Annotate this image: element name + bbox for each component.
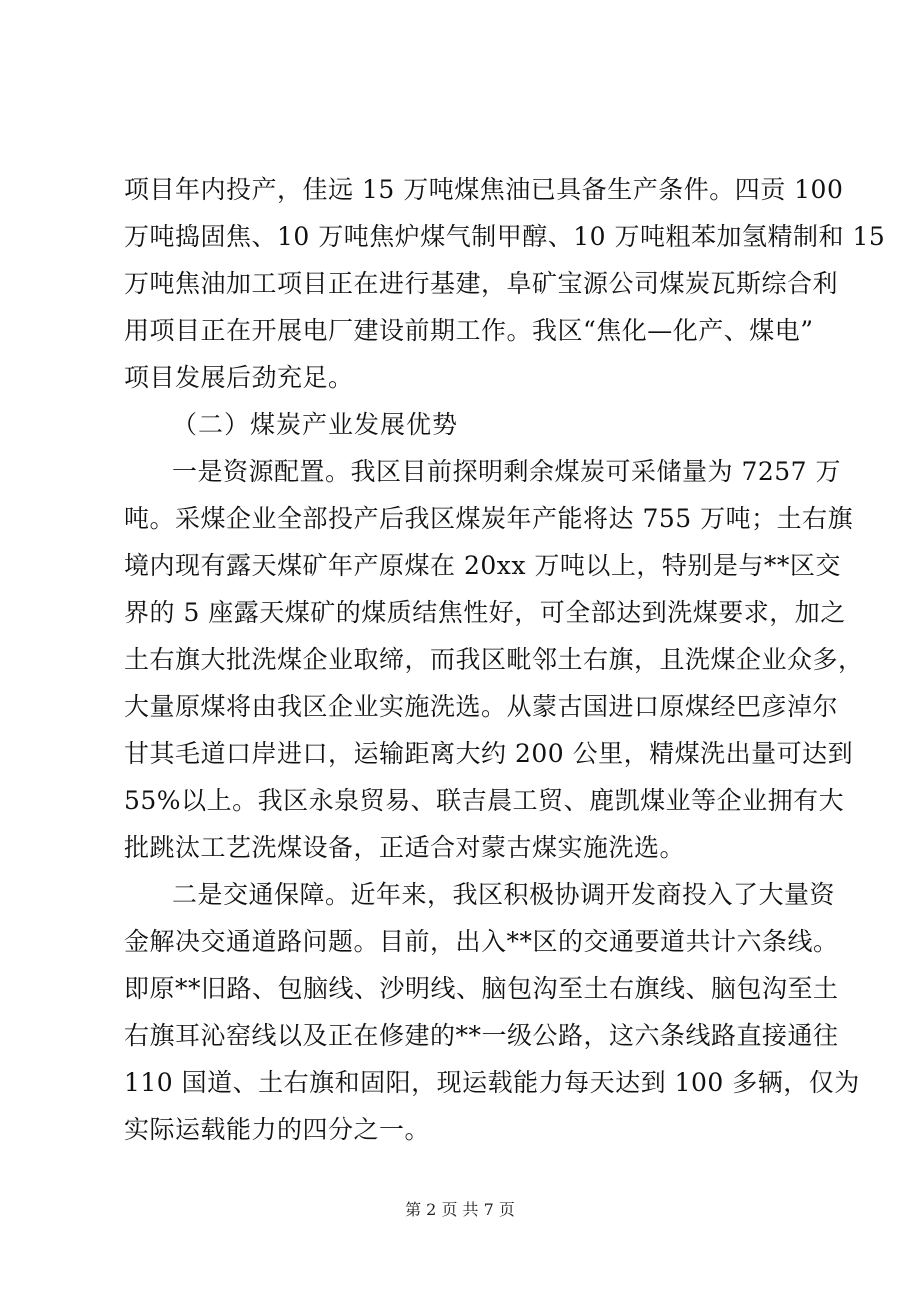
paragraph-line: 项目年内投产，佳远 15 万吨煤焦油已具备生产条件。四贡 100	[124, 175, 844, 204]
section-heading: （二）煤炭产业发展优势	[172, 410, 459, 439]
paragraph-line: 批跳汰工艺洗煤设备，正适合对蒙古煤实施洗选。	[124, 833, 686, 862]
paragraph-line: 一是资源配置。我区目前探明剩余煤炭可采储量为 7257 万	[172, 457, 842, 486]
page-footer: 第 2 页 共 7 页	[405, 1200, 515, 1219]
paragraph-line: 110 国道、土右旗和固阳，现运载能力每天达到 100 多辆，仅为	[124, 1068, 860, 1097]
paragraph-line: 右旗耳沁窑线以及正在修建的**一级公路，这六条线路直接通往	[124, 1021, 839, 1050]
paragraph-line: 土右旗大批洗煤企业取缔，而我区毗邻土右旗，且洗煤企业众多，	[124, 645, 864, 674]
paragraph-line: 吨。采煤企业全部投产后我区煤炭年产能将达 755 万吨；土右旗	[124, 504, 854, 533]
paragraph-line: 即原**旧路、包脑线、沙明线、脑包沟至土右旗线、脑包沟至土	[124, 974, 839, 1003]
paragraph-line: 界的 5 座露天煤矿的煤质结焦性好，可全部达到洗煤要求，加之	[124, 598, 846, 627]
paragraph-line: 实际运载能力的四分之一。	[124, 1115, 431, 1144]
paragraph-line: 55%以上。我区永泉贸易、联吉晨工贸、鹿凯煤业等企业拥有大	[124, 786, 845, 815]
paragraph-line: 用项目正在开展电厂建设前期工作。我区“焦化—化产、煤电”	[124, 316, 814, 345]
paragraph-line: 甘其毛道口岸进口，运输距离大约 200 公里，精煤洗出量可达到	[124, 739, 854, 768]
paragraph-line: 金解决交通道路问题。目前，出入**区的交通要道共计六条线。	[124, 927, 839, 956]
paragraph-line: 项目发展后劲充足。	[124, 363, 354, 392]
paragraph-line: 大量原煤将由我区企业实施洗选。从蒙古国进口原煤经巴彦淖尔	[124, 692, 839, 721]
paragraph-line: 万吨捣固焦、10 万吨焦炉煤气制甲醇、10 万吨粗苯加氢精制和 15	[124, 222, 886, 251]
paragraph-line: 二是交通保障。近年来，我区积极协调开发商投入了大量资	[172, 880, 836, 909]
paragraph-line: 境内现有露天煤矿年产原煤在 20xx 万吨以上，特别是与**区交	[124, 551, 841, 580]
paragraph-line: 万吨焦油加工项目正在进行基建，阜矿宝源公司煤炭瓦斯综合利	[124, 269, 839, 298]
